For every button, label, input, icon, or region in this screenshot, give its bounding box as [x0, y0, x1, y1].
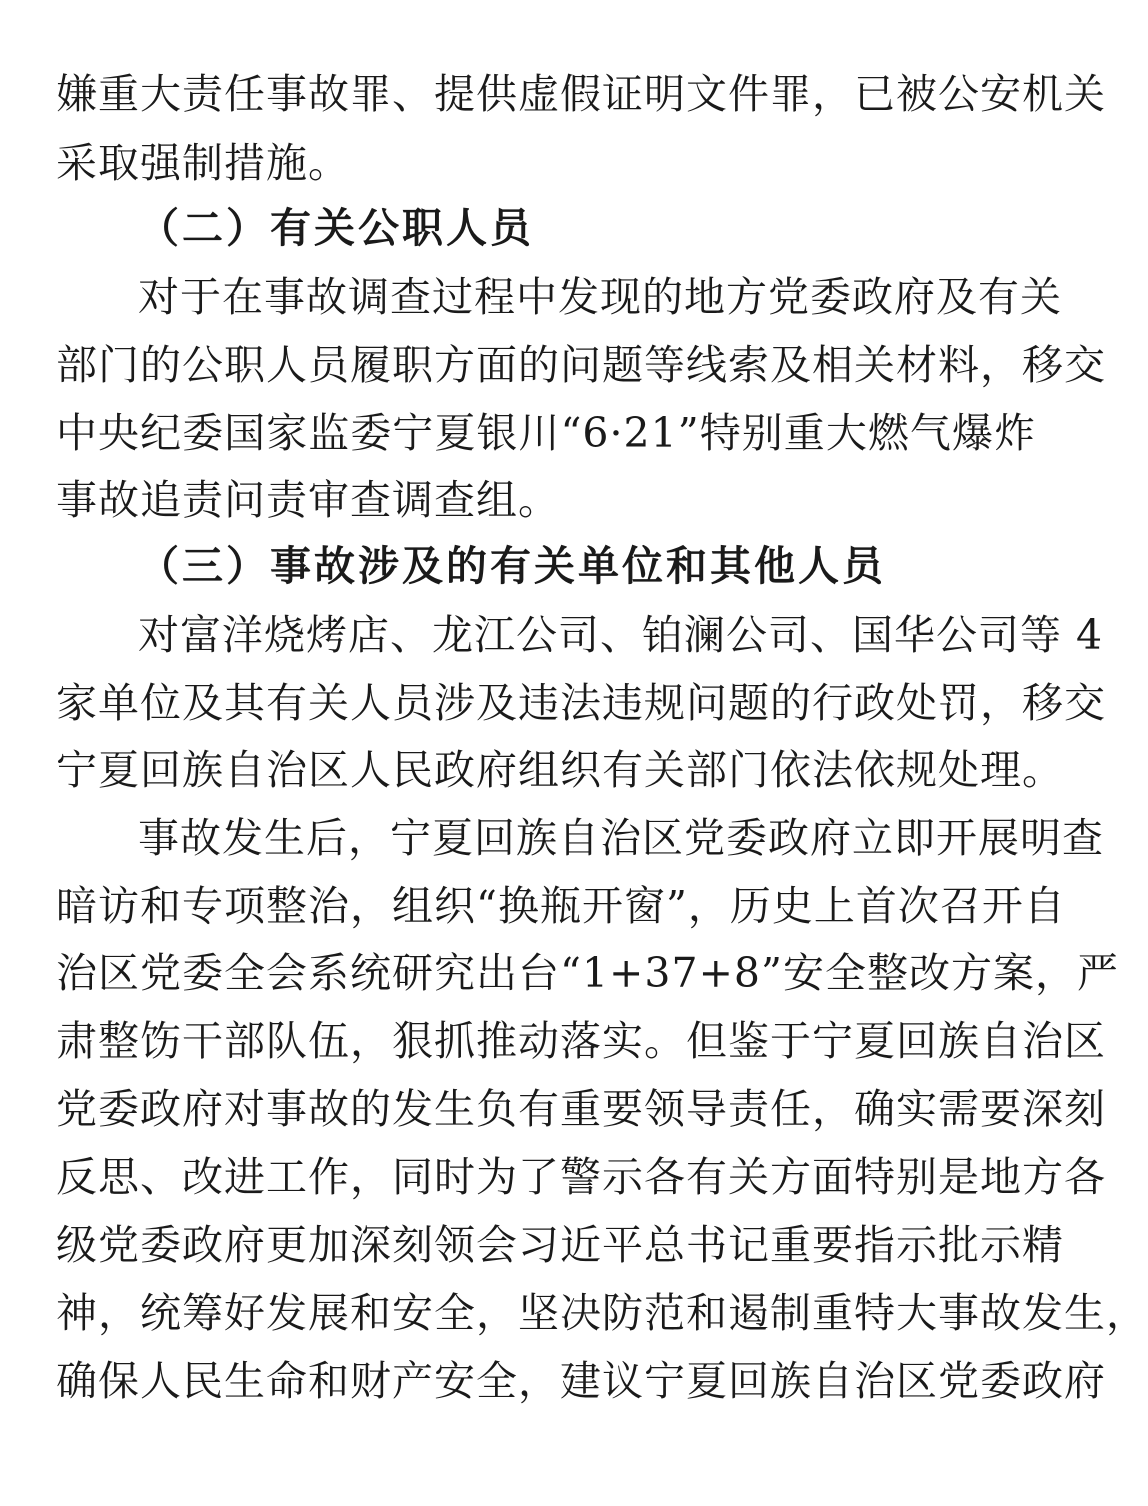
- section-heading-2: （二）有关公职人员: [138, 204, 534, 252]
- paragraph-2-line-1: 对于在事故调查过程中发现的地方党委政府及有关: [138, 273, 1062, 321]
- paragraph-3-line-2: 家单位及其有关人员涉及违法违规问题的行政处罚，移交: [56, 679, 1106, 727]
- paragraph-3-line-3: 宁夏回族自治区人民政府组织有关部门依法依规处理。: [56, 746, 1064, 794]
- paragraph-2-line-2: 部门的公职人员履职方面的问题等线索及相关材料，移交: [56, 341, 1106, 389]
- paragraph-4-line-8: 神，统筹好发展和安全，坚决防范和遏制重特大事故发生，: [56, 1289, 1148, 1337]
- paragraph-1-line-2: 采取强制措施。: [56, 139, 350, 187]
- paragraph-4-line-3: 治区党委全会系统研究出台“1+37+8”安全整改方案，严: [56, 949, 1119, 997]
- paragraph-4-line-7: 级党委政府更加深刻领会习近平总书记重要指示批示精: [56, 1221, 1064, 1269]
- paragraph-4-line-5: 党委政府对事故的发生负有重要领导责任，确实需要深刻: [56, 1085, 1106, 1133]
- paragraph-4-line-4: 肃整饬干部队伍，狠抓推动落实。但鉴于宁夏回族自治区: [56, 1017, 1106, 1065]
- paragraph-1-line-1: 嫌重大责任事故罪、提供虚假证明文件罪，已被公安机关: [56, 70, 1106, 118]
- paragraph-3-line-1: 对富洋烧烤店、龙江公司、铂澜公司、国华公司等 4: [138, 611, 1104, 659]
- paragraph-2-line-4: 事故追责问责审查调查组。: [56, 476, 560, 524]
- paragraph-4-line-6: 反思、改进工作，同时为了警示各有关方面特别是地方各: [56, 1153, 1106, 1201]
- paragraph-4-line-9: 确保人民生命和财产安全，建议宁夏回族自治区党委政府: [56, 1357, 1106, 1405]
- paragraph-4-line-2: 暗访和专项整治，组织“换瓶开窗”，历史上首次召开自: [56, 882, 1066, 930]
- paragraph-2-line-3: 中央纪委国家监委宁夏银川“6·21”特别重大燃气爆炸: [56, 409, 1036, 457]
- paragraph-4-line-1: 事故发生后，宁夏回族自治区党委政府立即开展明查: [138, 814, 1104, 862]
- section-heading-3: （三）事故涉及的有关单位和其他人员: [138, 542, 886, 590]
